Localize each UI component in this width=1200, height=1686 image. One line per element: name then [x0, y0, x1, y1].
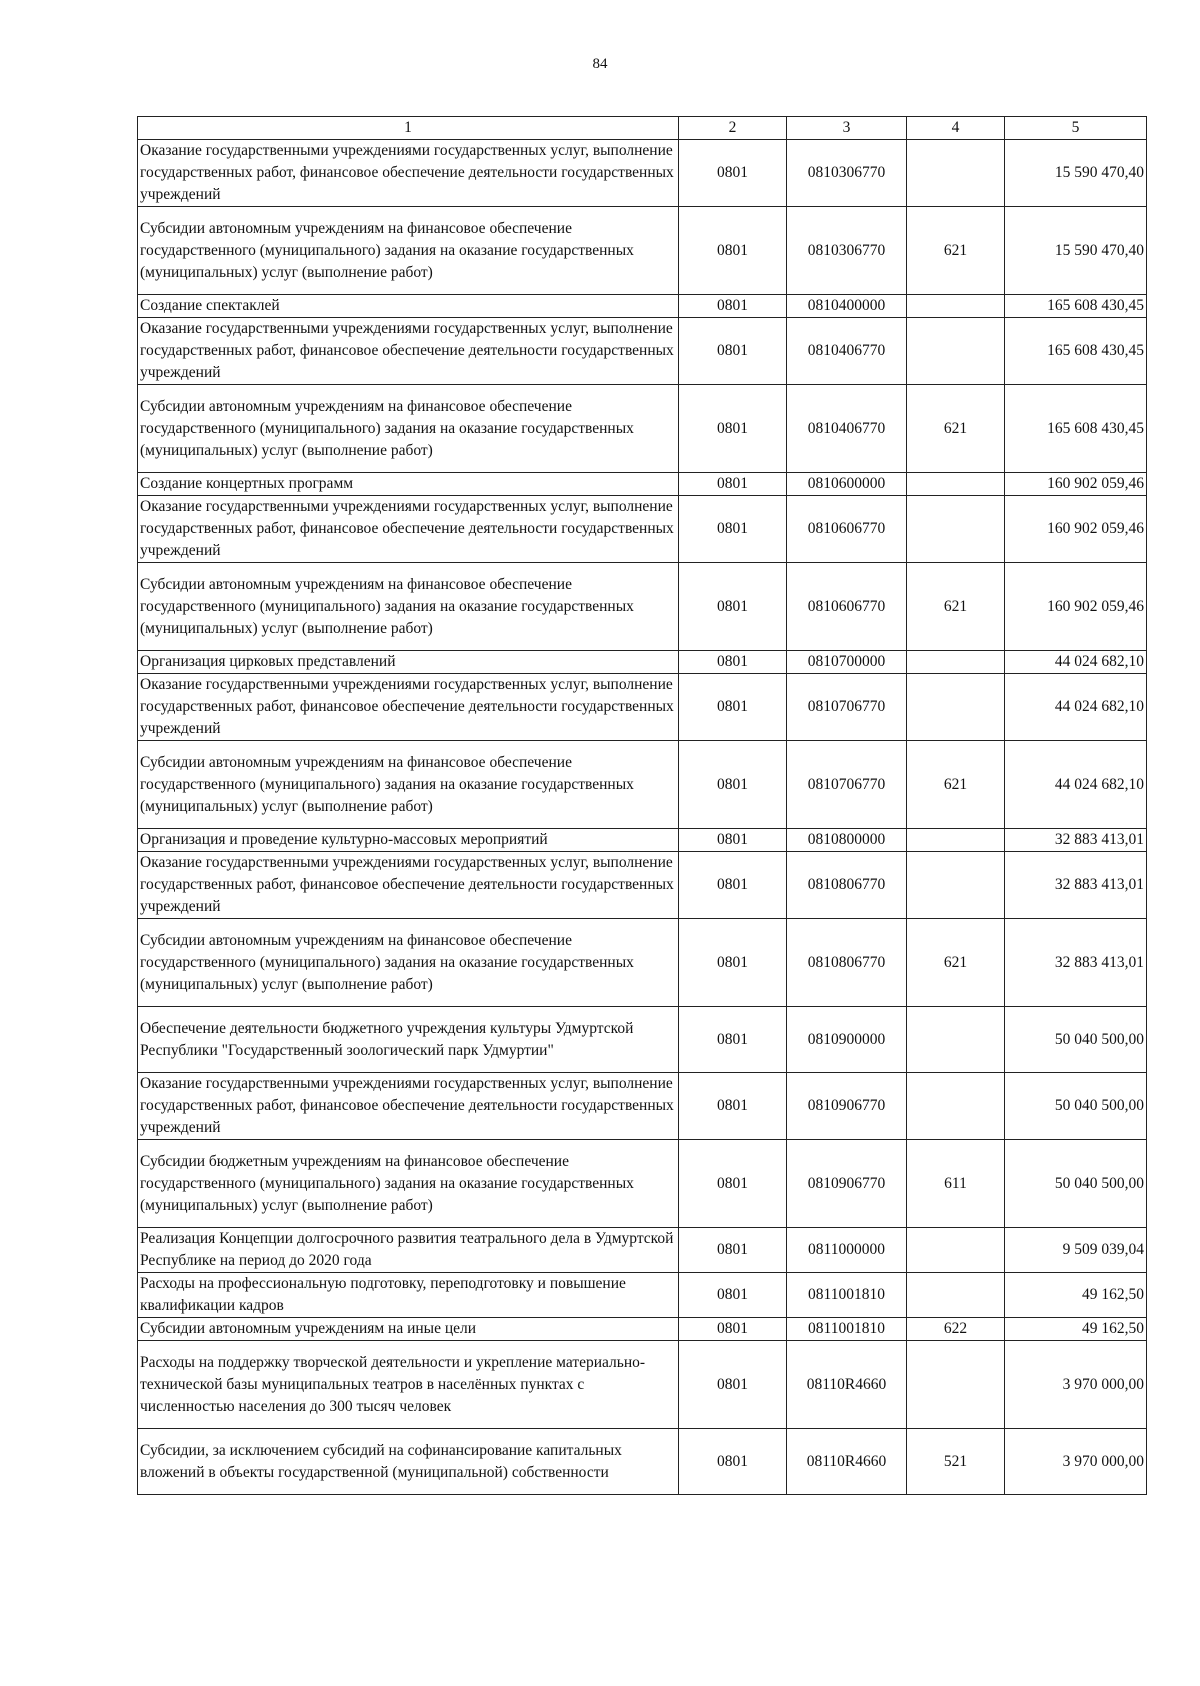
- row-section-code: 0801: [679, 496, 787, 563]
- row-section-code: 0801: [679, 563, 787, 651]
- table-body: [138, 140, 1147, 1495]
- table-row: [138, 140, 1147, 207]
- row-amount: 3 970 000,00: [1005, 1429, 1147, 1495]
- row-section-code: 0801: [679, 295, 787, 318]
- row-target-code: 0810806770: [787, 919, 907, 1007]
- row-section-code: 0801: [679, 1073, 787, 1140]
- row-expense-type: 621: [907, 919, 1005, 1007]
- row-expense-type: [907, 829, 1005, 852]
- table-row: [138, 1140, 1147, 1228]
- row-target-code: 0810706770: [787, 741, 907, 829]
- row-name-cell: Расходы на поддержку творческой деятельности и укрепление материально-технической базы муниципальных театров в населённых пунктах с численностью населения до 300 тысяч человек: [138, 1341, 679, 1429]
- row-amount: 32 883 413,01: [1005, 852, 1147, 919]
- row-name-cell: Субсидии автономным учреждениям на финансовое обеспечение государственного (муниципального) задания на оказание государственных (муниципальных) услуг (выполнение работ): [138, 207, 679, 295]
- table-header-row: [138, 117, 1147, 140]
- row-amount: 50 040 500,00: [1005, 1140, 1147, 1228]
- row-section-code: 0801: [679, 852, 787, 919]
- table-row: [138, 829, 1147, 852]
- row-amount: 50 040 500,00: [1005, 1007, 1147, 1073]
- table-row: [138, 919, 1147, 1007]
- row-amount: 160 902 059,46: [1005, 563, 1147, 651]
- row-name-cell: Оказание государственными учреждениями государственных услуг, выполнение государственных работ, финансовое обеспечение деятельности государственных учреждений: [138, 318, 679, 385]
- table-row: [138, 741, 1147, 829]
- header-col-3: 3: [787, 117, 907, 140]
- row-name-cell: Организация и проведение культурно-массовых мероприятий: [138, 829, 679, 852]
- table-row: [138, 1273, 1147, 1318]
- page-number: 84: [592, 56, 608, 72]
- row-target-code: 0811000000: [787, 1228, 907, 1273]
- row-target-code: 0811001810: [787, 1318, 907, 1341]
- row-name-cell: Оказание государственными учреждениями государственных услуг, выполнение государственных работ, финансовое обеспечение деятельности государственных учреждений: [138, 496, 679, 563]
- row-expense-type: [907, 852, 1005, 919]
- row-amount: 165 608 430,45: [1005, 385, 1147, 473]
- row-expense-type: [907, 473, 1005, 496]
- table-row: [138, 1007, 1147, 1073]
- row-expense-type: 621: [907, 563, 1005, 651]
- row-target-code: 08110R4660: [787, 1341, 907, 1429]
- row-name-cell: Субсидии бюджетным учреждениям на финансовое обеспечение государственного (муниципального) задания на оказание государственных (муниципальных) услуг (выполнение работ): [138, 1140, 679, 1228]
- row-section-code: 0801: [679, 1228, 787, 1273]
- row-amount: 160 902 059,46: [1005, 496, 1147, 563]
- row-section-code: 0801: [679, 318, 787, 385]
- row-section-code: 0801: [679, 674, 787, 741]
- row-target-code: 0810406770: [787, 385, 907, 473]
- row-target-code: 0810306770: [787, 140, 907, 207]
- row-expense-type: [907, 295, 1005, 318]
- row-expense-type: [907, 674, 1005, 741]
- row-section-code: 0801: [679, 1341, 787, 1429]
- row-name-cell: Субсидии автономным учреждениям на финансовое обеспечение государственного (муниципального) задания на оказание государственных (муниципальных) услуг (выполнение работ): [138, 919, 679, 1007]
- table-row: [138, 385, 1147, 473]
- row-name-cell: Оказание государственными учреждениями государственных услуг, выполнение государственных работ, финансовое обеспечение деятельности государственных учреждений: [138, 852, 679, 919]
- budget-table: [137, 116, 1147, 1495]
- row-target-code: 0810400000: [787, 295, 907, 318]
- row-expense-type: 621: [907, 207, 1005, 295]
- row-amount: 32 883 413,01: [1005, 919, 1147, 1007]
- row-section-code: 0801: [679, 919, 787, 1007]
- table-row: [138, 318, 1147, 385]
- row-expense-type: [907, 496, 1005, 563]
- row-target-code: 0810900000: [787, 1007, 907, 1073]
- row-target-code: 0810306770: [787, 207, 907, 295]
- row-name-cell: Создание концертных программ: [138, 473, 679, 496]
- table-row: [138, 1073, 1147, 1140]
- row-section-code: 0801: [679, 829, 787, 852]
- row-name-cell: Субсидии, за исключением субсидий на софинансирование капитальных вложений в объекты государственной (муниципальной) собственности: [138, 1429, 679, 1495]
- header-col-5: 5: [1005, 117, 1147, 140]
- header-col-2: 2: [679, 117, 787, 140]
- row-name-cell: Субсидии автономным учреждениям на финансовое обеспечение государственного (муниципального) задания на оказание государственных (муниципальных) услуг (выполнение работ): [138, 563, 679, 651]
- row-section-code: 0801: [679, 1429, 787, 1495]
- row-name-cell: Оказание государственными учреждениями государственных услуг, выполнение государственных работ, финансовое обеспечение деятельности государственных учреждений: [138, 674, 679, 741]
- row-amount: 49 162,50: [1005, 1273, 1147, 1318]
- row-section-code: 0801: [679, 1273, 787, 1318]
- row-target-code: 0810906770: [787, 1140, 907, 1228]
- row-target-code: 0811001810: [787, 1273, 907, 1318]
- row-amount: 15 590 470,40: [1005, 207, 1147, 295]
- row-amount: 32 883 413,01: [1005, 829, 1147, 852]
- row-expense-type: 621: [907, 741, 1005, 829]
- table-row: [138, 295, 1147, 318]
- row-target-code: 0810606770: [787, 563, 907, 651]
- row-amount: 49 162,50: [1005, 1318, 1147, 1341]
- row-target-code: 08110R4660: [787, 1429, 907, 1495]
- row-name-cell: Оказание государственными учреждениями государственных услуг, выполнение государственных работ, финансовое обеспечение деятельности государственных учреждений: [138, 140, 679, 207]
- row-section-code: 0801: [679, 473, 787, 496]
- row-name-cell: Субсидии автономным учреждениям на финансовое обеспечение государственного (муниципального) задания на оказание государственных (муниципальных) услуг (выполнение работ): [138, 741, 679, 829]
- row-expense-type: [907, 651, 1005, 674]
- row-target-code: 0810800000: [787, 829, 907, 852]
- row-name-cell: Реализация Концепции долгосрочного развития театрального дела в Удмуртской Республике на период до 2020 года: [138, 1228, 679, 1273]
- row-expense-type: [907, 318, 1005, 385]
- table-row: [138, 1341, 1147, 1429]
- table-row: [138, 674, 1147, 741]
- row-section-code: 0801: [679, 1318, 787, 1341]
- row-target-code: 0810806770: [787, 852, 907, 919]
- table-row: [138, 1228, 1147, 1273]
- row-expense-type: [907, 1007, 1005, 1073]
- table-row: [138, 1429, 1147, 1495]
- table-row: [138, 473, 1147, 496]
- row-amount: 44 024 682,10: [1005, 674, 1147, 741]
- row-name-cell: Субсидии автономным учреждениям на иные цели: [138, 1318, 679, 1341]
- row-expense-type: [907, 140, 1005, 207]
- row-name-cell: Субсидии автономным учреждениям на финансовое обеспечение государственного (муниципального) задания на оказание государственных (муниципальных) услуг (выполнение работ): [138, 385, 679, 473]
- row-expense-type: [907, 1341, 1005, 1429]
- row-section-code: 0801: [679, 741, 787, 829]
- row-expense-type: [907, 1228, 1005, 1273]
- row-name-cell: Расходы на профессиональную подготовку, переподготовку и повышение квалификации кадров: [138, 1273, 679, 1318]
- table-row: [138, 563, 1147, 651]
- row-section-code: 0801: [679, 1140, 787, 1228]
- row-amount: 9 509 039,04: [1005, 1228, 1147, 1273]
- row-amount: 50 040 500,00: [1005, 1073, 1147, 1140]
- row-name-cell: Обеспечение деятельности бюджетного учреждения культуры Удмуртской Республики "Государственный зоологический парк Удмуртии": [138, 1007, 679, 1073]
- row-target-code: 0810406770: [787, 318, 907, 385]
- row-expense-type: 621: [907, 385, 1005, 473]
- row-amount: 165 608 430,45: [1005, 295, 1147, 318]
- row-amount: 15 590 470,40: [1005, 140, 1147, 207]
- row-expense-type: [907, 1273, 1005, 1318]
- row-expense-type: 622: [907, 1318, 1005, 1341]
- header-col-1: 1: [138, 117, 679, 140]
- row-section-code: 0801: [679, 1007, 787, 1073]
- row-section-code: 0801: [679, 651, 787, 674]
- row-amount: 44 024 682,10: [1005, 651, 1147, 674]
- row-section-code: 0801: [679, 207, 787, 295]
- row-target-code: 0810606770: [787, 496, 907, 563]
- row-target-code: 0810600000: [787, 473, 907, 496]
- row-expense-type: 611: [907, 1140, 1005, 1228]
- table-row: [138, 852, 1147, 919]
- row-name-cell: Организация цирковых представлений: [138, 651, 679, 674]
- table-row: [138, 1318, 1147, 1341]
- row-name-cell: Оказание государственными учреждениями государственных услуг, выполнение государственных работ, финансовое обеспечение деятельности государственных учреждений: [138, 1073, 679, 1140]
- row-section-code: 0801: [679, 385, 787, 473]
- row-section-code: 0801: [679, 140, 787, 207]
- row-target-code: 0810700000: [787, 651, 907, 674]
- row-expense-type: [907, 1073, 1005, 1140]
- table-row: [138, 496, 1147, 563]
- row-target-code: 0810706770: [787, 674, 907, 741]
- header-col-4: 4: [907, 117, 1005, 140]
- row-amount: 160 902 059,46: [1005, 473, 1147, 496]
- table-row: [138, 207, 1147, 295]
- row-amount: 165 608 430,45: [1005, 318, 1147, 385]
- table-row: [138, 651, 1147, 674]
- row-expense-type: 521: [907, 1429, 1005, 1495]
- row-target-code: 0810906770: [787, 1073, 907, 1140]
- row-name-cell: Создание спектаклей: [138, 295, 679, 318]
- row-amount: 44 024 682,10: [1005, 741, 1147, 829]
- row-amount: 3 970 000,00: [1005, 1341, 1147, 1429]
